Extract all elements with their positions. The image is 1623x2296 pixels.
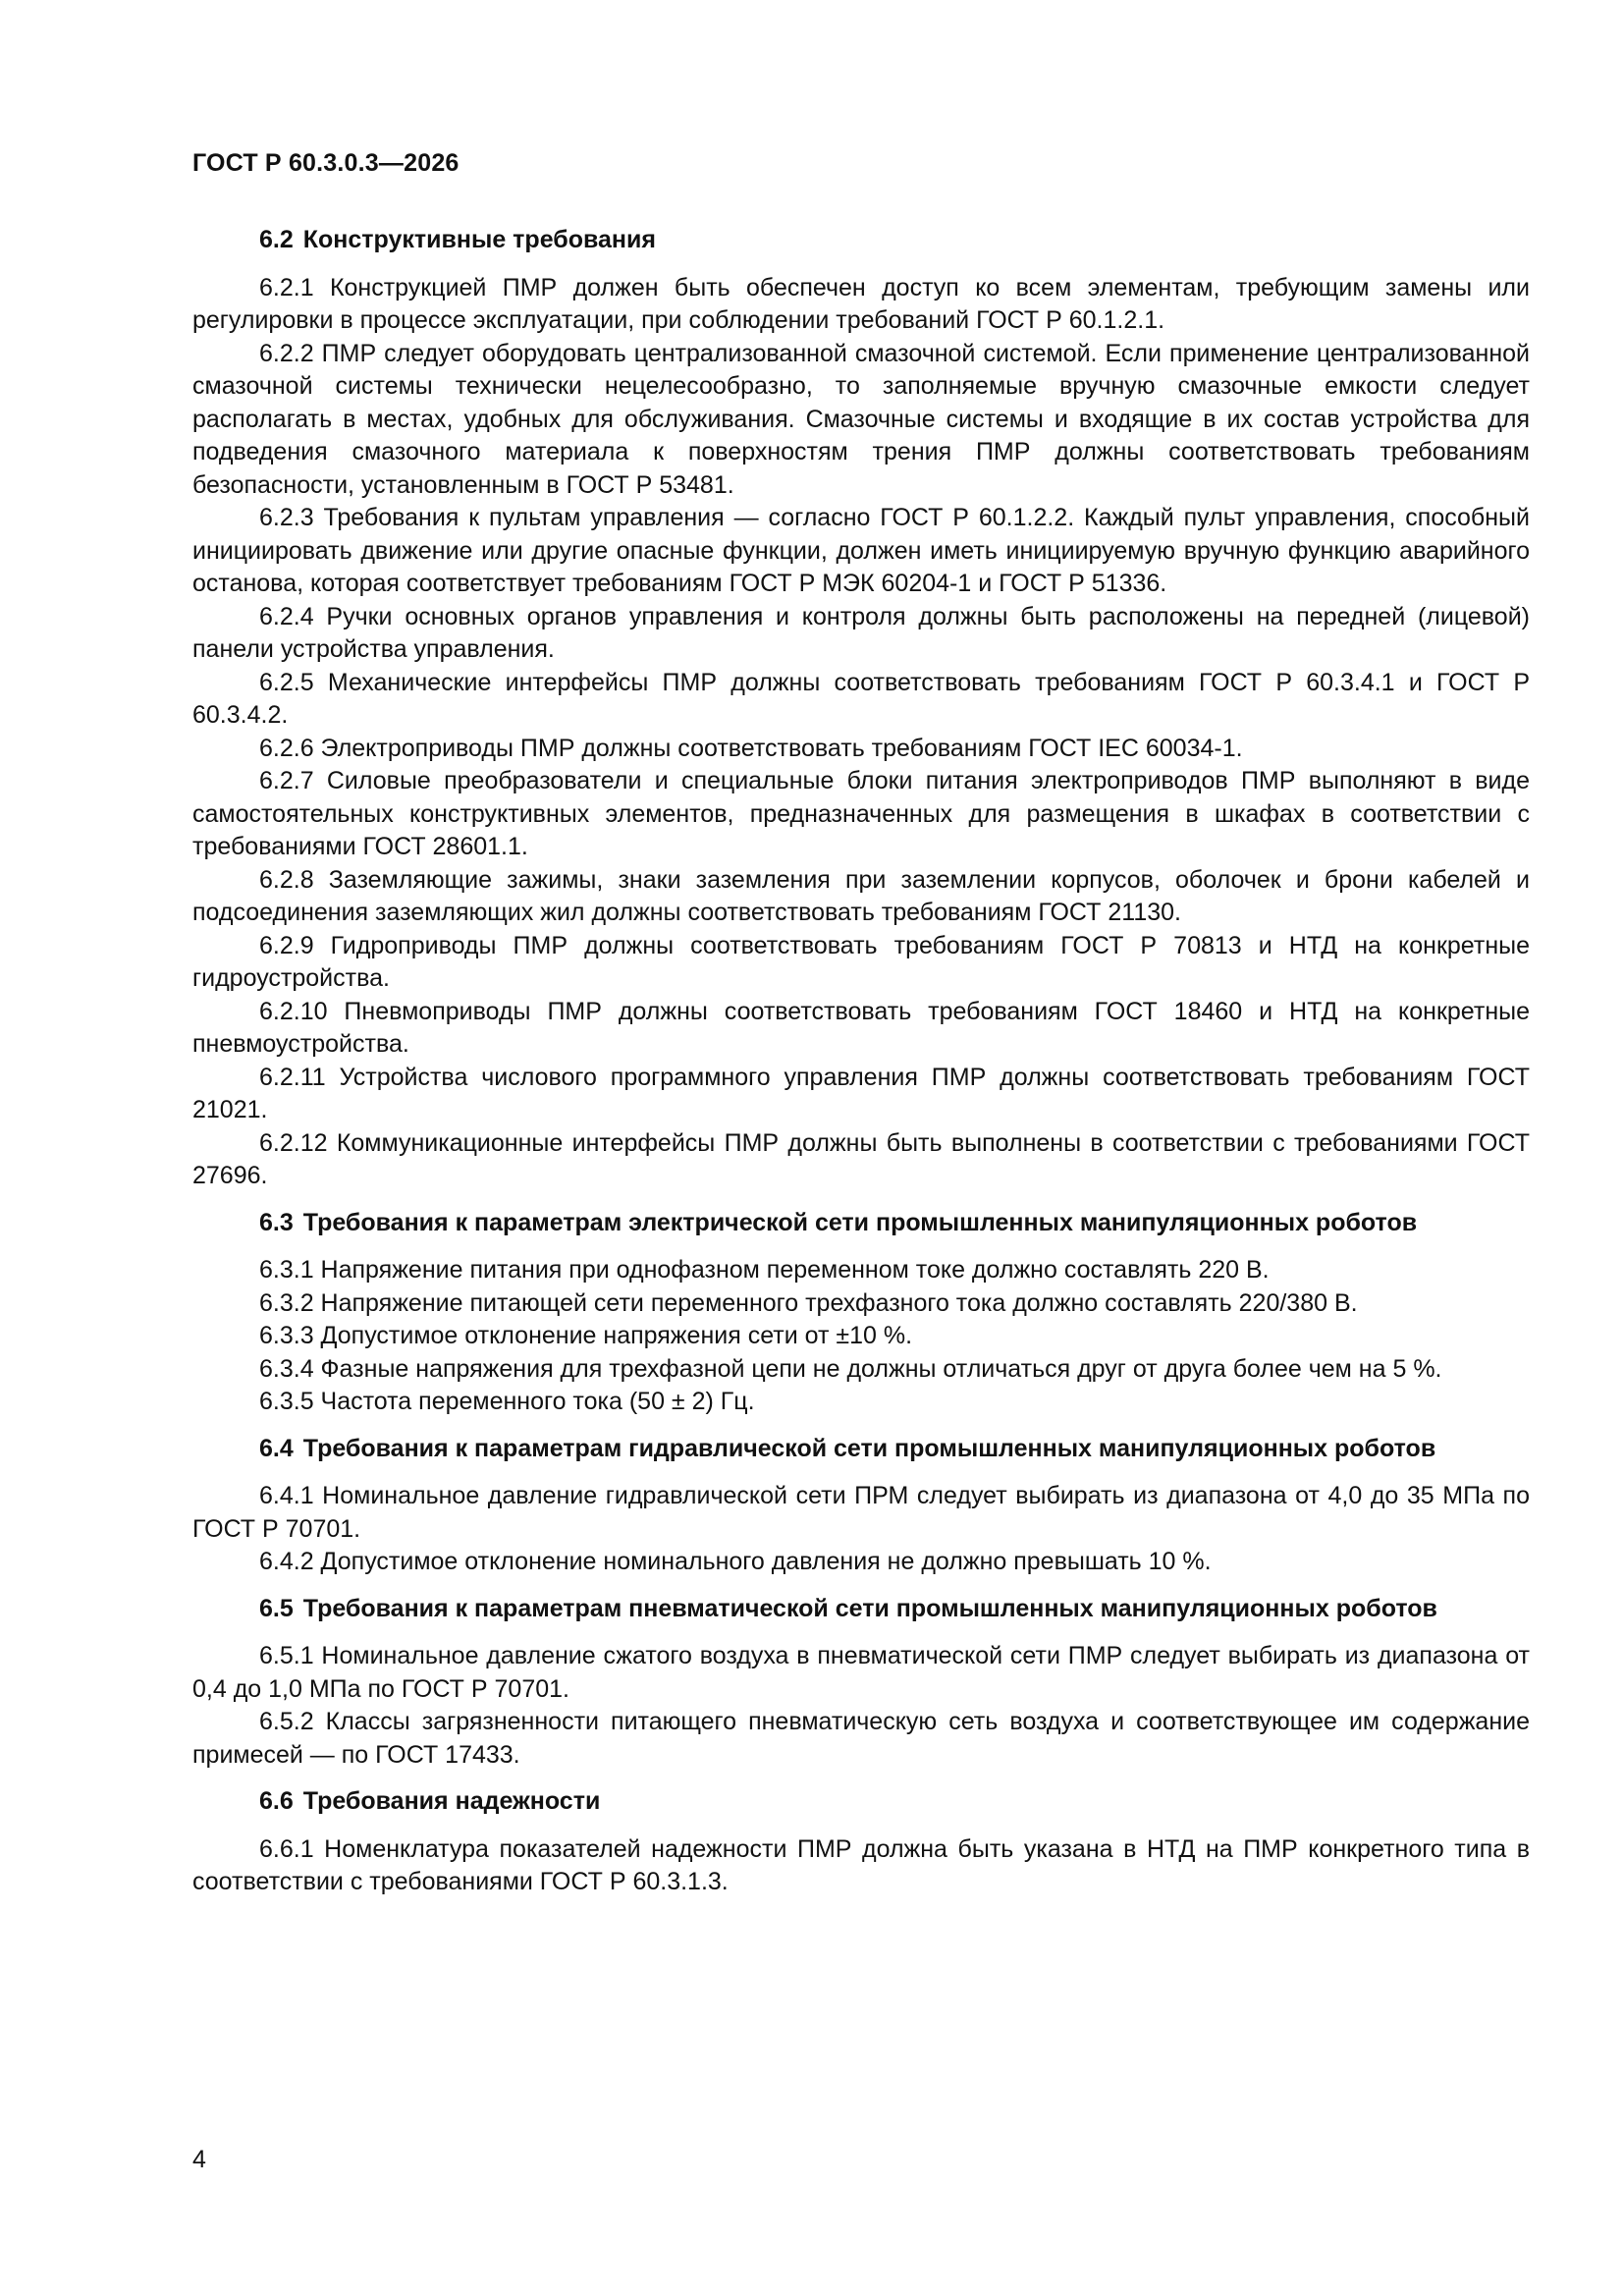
section-title: Требования надежности [302, 1787, 601, 1815]
paragraph: 6.3.5 Частота переменного тока (50 ± 2) Гц. [259, 1388, 755, 1415]
paragraph: 6.5.1 Номинальное давление сжатого воздуха в пневматической сети ПМР следует выбирать из диапазона от 0,4 до 1,0 МПа по ГОСТ Р 70701. [192, 1642, 1530, 1703]
section-6-5 [192, 1593, 1530, 1773]
section-number: 6.2 [259, 226, 294, 253]
document-code: ГОСТ Р 60.3.0.3—2026 [192, 149, 460, 177]
paragraph: 6.2.8 Заземляющие зажимы, знаки заземления при заземлении корпусов, оболочек и брони кабелей и подсоединения заземляющих жил должны соответствовать требованиям ГОСТ 21130. [192, 865, 1530, 926]
section-6-6 [192, 1785, 1530, 1899]
section-number: 6.4 [259, 1434, 294, 1462]
section-heading [192, 1593, 1530, 1626]
paragraph: 6.4.2 Допустимое отклонение номинального давления не должно превышать 10 %. [259, 1548, 1212, 1575]
section-6-3 [192, 1207, 1530, 1419]
paragraph: 6.2.6 Электроприводы ПМР должны соответствовать требованиям ГОСТ IEC 60034-1. [259, 734, 1243, 762]
section-title: Требования к параметрам электрической сети промышленных манипуляционных роботов [302, 1208, 1418, 1236]
section-number: 6.3 [259, 1208, 294, 1236]
section-heading [192, 1433, 1530, 1466]
section-heading [192, 224, 1530, 257]
section-number: 6.6 [259, 1787, 294, 1815]
paragraph: 6.2.2 ПМР следует оборудовать централизованной смазочной системой. Если применение централизованной смазочной системы технически нецелесообразно, то заполняемые вручную смазочные емкости следует располагать в местах, удобных для обслуживания. Смазочные системы и входящие в их состав устройства для подведения смазочного материала к поверхностям трения ПМР должны соответствовать требованиям безопасности, установленным в ГОСТ Р 53481. [192, 339, 1530, 499]
paragraph: 6.3.2 Напряжение питающей сети переменного трехфазного тока должно составлять 220/380 В. [259, 1288, 1358, 1317]
paragraph: 6.6.1 Номенклатура показателей надежности ПМР должна быть указана в НТД на ПМР конкретного типа в соответствии с требованиями ГОСТ Р 60.3.1.3. [192, 1834, 1530, 1895]
section-title: Конструктивные требования [302, 226, 656, 253]
paragraph: 6.2.1 Конструкцией ПМР должен быть обеспечен доступ ко всем элементам, требующим замены или регулировки в процессе эксплуатации, при соблюдении требований ГОСТ Р 60.1.2.1. [192, 273, 1530, 334]
section-title: Требования к параметрам пневматической сети промышленных манипуляционных роботов [302, 1594, 1437, 1622]
paragraph: 6.2.12 Коммуникационные интерфейсы ПМР должны быть выполнены в соответствии с требованиями ГОСТ 27696. [192, 1128, 1530, 1189]
paragraph: 6.2.3 Требования к пультам управления — согласно ГОСТ Р 60.1.2.2. Каждый пульт управления, способный инициировать движение или другие опасные функции, должен иметь инициируемую вручную функцию аварийного останова, которая соответствует требованиям ГОСТ Р МЭК 60204-1 и ГОСТ Р 51336. [192, 504, 1530, 597]
section-6-4 [192, 1433, 1530, 1579]
paragraph: 6.3.4 Фазные напряжения для трехфазной цепи не должны отличаться друг от друга более чем на 5 %. [259, 1354, 1442, 1383]
paragraph: 6.2.11 Устройства числового программного управления ПМР должны соответствовать требованиям ГОСТ 21021. [192, 1063, 1530, 1123]
section-6-2 [192, 224, 1530, 1193]
section-number: 6.5 [259, 1594, 294, 1622]
page-number: 4 [192, 2146, 206, 2173]
paragraph: 6.4.1 Номинальное давление гидравлической сети ПРМ следует выбирать из диапазона от 4,0 до 35 МПа по ГОСТ Р 70701. [192, 1482, 1530, 1543]
paragraph: 6.2.10 Пневмоприводы ПМР должны соответствовать требованиям ГОСТ 18460 и НТД на конкретные пневмоустройства. [192, 997, 1530, 1058]
document-body [192, 224, 1530, 1899]
paragraph: 6.2.7 Силовые преобразователи и специальные блоки питания электроприводов ПМР выполняют в виде самостоятельных конструктивных элементов, предназначенных для размещения в шкафах в соответствии с требованиями ГОСТ 28601.1. [192, 767, 1530, 860]
section-title: Требования к параметрам гидравлической сети промышленных манипуляционных роботов [302, 1434, 1436, 1462]
paragraph: 6.2.5 Механические интерфейсы ПМР должны соответствовать требованиям ГОСТ Р 60.3.4.1 и ГОСТ Р 60.3.4.2. [192, 668, 1530, 729]
paragraph: 6.2.9 Гидроприводы ПМР должны соответствовать требованиям ГОСТ Р 70813 и НТД на конкретные гидроустройства. [192, 931, 1530, 992]
paragraph: 6.3.3 Допустимое отклонение напряжения сети от ±10 %. [259, 1322, 913, 1349]
section-heading [192, 1785, 1530, 1819]
section-heading [192, 1207, 1530, 1240]
paragraph: 6.5.2 Классы загрязненности питающего пневматическую сеть воздуха и соответствующее им содержание примесей — по ГОСТ 17433. [192, 1708, 1530, 1769]
paragraph: 6.2.4 Ручки основных органов управления и контроля должны быть расположены на передней (лицевой) панели устройства управления. [192, 602, 1530, 663]
paragraph: 6.3.1 Напряжение питания при однофазном переменном токе должно составлять 220 В. [259, 1256, 1270, 1284]
